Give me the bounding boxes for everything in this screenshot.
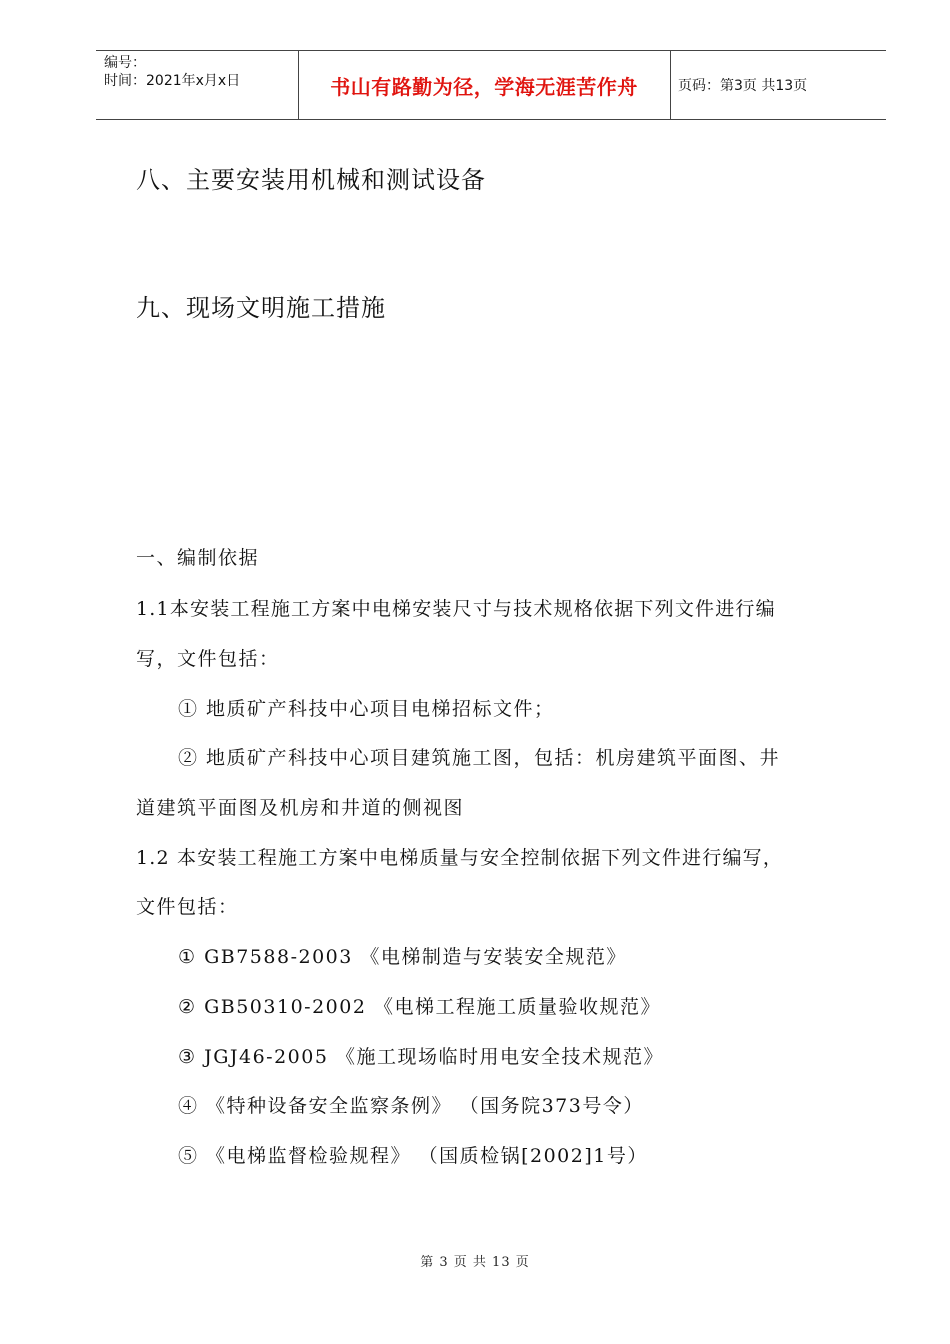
list-item: ④ 《特种设备安全监察条例》 （国务院373号令） (178, 1095, 644, 1117)
doc-time-label: 时间：2021年x月x日 (104, 73, 241, 89)
heading-basis: 一、编制依据 (136, 547, 260, 569)
header-page-info: 页码：第3页 共13页 (678, 78, 808, 94)
list-item: ③ JGJ46-2005 《施工现场临时用电安全技术规范》 (178, 1046, 664, 1068)
header-meta (104, 54, 294, 90)
paragraph-1-2-line-2: 文件包括： (136, 896, 239, 918)
paragraph-1-1-line-1: 1.1本安装工程施工方案中电梯安装尺寸与技术规格依据下列文件进行编 (136, 598, 776, 620)
list-item-continuation: 道建筑平面图及机房和井道的侧视图 (136, 797, 465, 819)
header-divider (670, 51, 671, 119)
header-motto: 书山有路勤为径，学海无涯苦作舟 (330, 74, 638, 99)
paragraph-1-2-line-1: 1.2 本安装工程施工方案中电梯质量与安全控制依据下列文件进行编写， (136, 847, 784, 869)
list-item: ⑤ 《电梯监督检验规程》 （国质检锅[2002]1号） (178, 1145, 648, 1167)
list-item: ① GB7588-2003 《电梯制造与安装安全规范》 (178, 946, 627, 968)
doc-number-label: 编号： (104, 55, 146, 71)
page-header (96, 50, 886, 120)
section-heading-8: 八、主要安装用机械和测试设备 (136, 166, 486, 194)
list-item: ② 地质矿产科技中心项目建筑施工图，包括：机房建筑平面图、井 (178, 747, 781, 769)
list-item: ② GB50310-2002 《电梯工程施工质量验收规范》 (178, 996, 661, 1018)
footer-page-number: 第 3 页 共 13 页 (420, 1255, 530, 1270)
section-heading-9: 九、现场文明施工措施 (136, 294, 386, 322)
paragraph-1-1-line-2: 写，文件包括： (136, 648, 280, 670)
list-item: ① 地质矿产科技中心项目电梯招标文件； (178, 698, 555, 720)
